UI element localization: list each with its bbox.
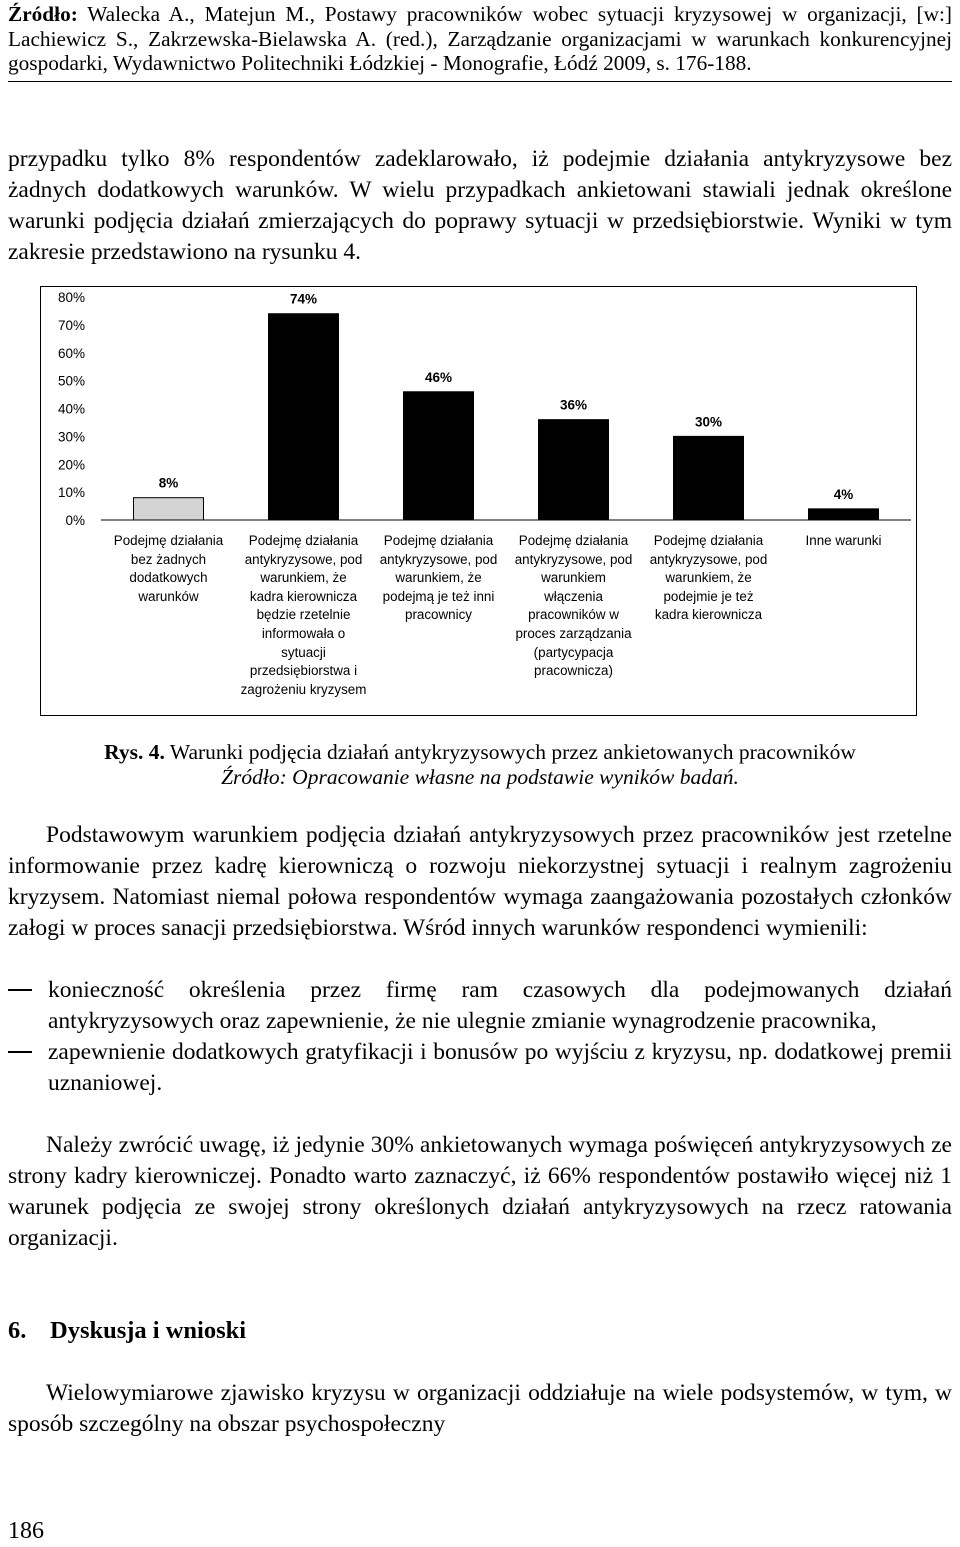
body-paragraph-2: Należy zwrócić uwagę, iż jedynie 30% ankietowanych wymaga poświęceń antykryzysowych ze strony kadry kierowniczej. Ponadto warto zaznaczyć, iż 66% respondentów postawiło więcej niż 1 warunek podjęcia ze swojej strony określonych działań antykryzysowych na rzecz ratowania organizacji. <box>8 1132 952 1251</box>
bar-value-label: 30% <box>694 414 723 430</box>
category-label-line: przedsiębiorstwa i <box>249 663 358 679</box>
category-label-line: Podejmę działania <box>518 533 629 548</box>
category-label-line: warunkiem, że <box>395 570 482 586</box>
category-label-line: warunków <box>138 588 199 604</box>
category-label-line: warunkiem, że <box>665 570 752 586</box>
section-number: 6. <box>8 1317 27 1344</box>
category-label-line: pracownicy <box>405 607 472 623</box>
caption-text: Warunki podjęcia działań antykryzysowych przez ankietowanych pracowników <box>169 740 856 764</box>
category-label-line: będzie rzetelnie <box>256 607 351 623</box>
y-tick-label: 70% <box>57 317 85 333</box>
list-item-text: konieczność określenia przez firmę ram czasowych dla podejmowanych działań antykryzysowych oraz zapewnienie, że nie ulegnie zmianie wynagrodzenie pracownika, <box>48 977 952 1034</box>
category-label-line: kadra kierownicza <box>249 588 358 604</box>
bar-value-label: 46% <box>424 369 453 385</box>
y-tick-label: 40% <box>57 401 85 417</box>
category-label-line: antykryzysowe, pod <box>379 551 498 567</box>
x-category-label <box>509 532 639 681</box>
category-label-line: sytuacji <box>281 644 326 660</box>
category-label-line: pracowników w <box>528 607 619 623</box>
x-category-label <box>104 532 234 606</box>
caption-label: Rys. 4. <box>104 740 165 764</box>
body-paragraph-1: Podstawowym warunkiem podjęcia działań antykryzysowych przez pracowników jest rzetelne informowanie przez kadrę kierowniczą o rozwoju niekorzystnej sytuacji i realnym zagrożeniu kryzysem. Natomiast niemal połowa respondentów wymaga zaangażowania pozostałych członków załogi w proces sanacji przedsiębiorstwa. Wśród innych warunków respondenci wymienili: <box>8 822 952 941</box>
category-label-line: antykryzysowe, pod <box>514 551 633 567</box>
chart-bar <box>269 314 339 520</box>
x-category-label <box>374 532 504 625</box>
category-label-line: podejmą je też inni <box>382 588 495 604</box>
bar-chart <box>41 287 918 717</box>
category-label-line: podejmie je też <box>663 588 754 604</box>
list-item-text: zapewnienie dodatkowych gratyfikacji i bonusów po wyjściu z kryzysu, np. dodatkowej premii uznaniowej. <box>48 1039 952 1096</box>
category-label-line: antykryzysowe, pod <box>244 551 363 567</box>
category-label-line: kadra kierownicza <box>654 607 763 623</box>
bar-value-label: 74% <box>289 291 318 307</box>
y-tick-label: 10% <box>57 485 85 501</box>
source-citation-text: Walecka A., Matejun M., Postawy pracowników wobec sytuacji kryzysowej w organizacji, [w:] Lachiewicz S., Zakrzewska-Bielawska A. (red.), Zarządzanie organizacjami w warunkach konkurencyjnej gospodarki, Wydawnictwo Politechniki Łódzkiej - Monografie, Łódź 2009, s. 176-188. <box>8 2 952 75</box>
category-label-line: warunkiem <box>541 570 606 586</box>
category-label-line: Inne warunki <box>805 533 882 548</box>
category-label-line: Podejmę działania <box>248 533 359 548</box>
chart-bar <box>809 509 879 520</box>
x-category-label <box>644 532 774 625</box>
dash-bullet-icon <box>8 989 32 991</box>
source-citation-header <box>8 2 952 82</box>
category-label-line: dodatkowych <box>129 570 208 586</box>
category-label-line: warunkiem, że <box>260 570 347 586</box>
chart-bar <box>539 420 609 520</box>
condition-list <box>8 975 952 1099</box>
chart-bar <box>134 498 204 520</box>
dash-bullet-icon <box>8 1051 32 1053</box>
category-label-line: informowała o <box>261 625 346 641</box>
intro-paragraph: przypadku tylko 8% respondentów zadeklarowało, iż podejmie działania antykryzysowe bez żadnych dodatkowych warunków. W wielu przypadkach ankietowani stawiali jednak określone warunki podjęcia działań zmierzających do poprawy sytuacji w przedsiębiorstwie. Wyniki w tym zakresie przedstawiono na rysunku 4. <box>8 146 952 265</box>
y-tick-label: 20% <box>57 457 85 473</box>
section-heading <box>8 1316 246 1346</box>
y-tick-label: 0% <box>65 513 85 528</box>
bar-value-label: 8% <box>158 475 179 491</box>
category-label-line: pracownicza) <box>534 663 613 679</box>
category-label-line: włączenia <box>544 588 603 604</box>
category-label-line: Podejmę działania <box>113 533 224 548</box>
list-item <box>8 1037 952 1099</box>
section-title: Dyskusja i wnioski <box>50 1317 247 1344</box>
y-tick-label: 60% <box>57 345 85 361</box>
category-label-line: (partycypacja <box>533 644 614 660</box>
section-paragraph: Wielowymiarowe zjawisko kryzysu w organizacji oddziałuje na wiele podsystemów, w tym, w sposób szczególny na obszar psychospołeczny <box>8 1380 952 1437</box>
y-tick-label: 80% <box>57 290 85 305</box>
category-label-line: Podejmę działania <box>383 533 494 548</box>
caption-source: Źródło: Opracowanie własne na podstawie wyników badań. <box>221 765 739 789</box>
category-label-line: zagrożeniu kryzysem <box>240 681 367 697</box>
category-label-line: proces zarządzania <box>515 625 632 641</box>
source-label: Źródło: <box>8 2 78 26</box>
category-label-line: Podejmę działania <box>653 533 764 548</box>
bar-value-label: 4% <box>833 486 854 502</box>
chart-bar <box>674 436 744 520</box>
page-number: 186 <box>8 1518 44 1544</box>
figure-caption <box>8 740 952 764</box>
bar-value-label: 36% <box>559 397 588 413</box>
category-label-line: antykryzysowe, pod <box>649 551 768 567</box>
chart-bar <box>404 392 474 520</box>
y-tick-label: 30% <box>57 429 85 445</box>
x-category-label <box>239 532 369 699</box>
x-category-label <box>779 532 909 551</box>
list-item <box>8 975 952 1037</box>
category-label-line: bez żadnych <box>130 551 207 567</box>
figure-chart-frame <box>40 286 917 716</box>
y-tick-label: 50% <box>57 373 85 389</box>
